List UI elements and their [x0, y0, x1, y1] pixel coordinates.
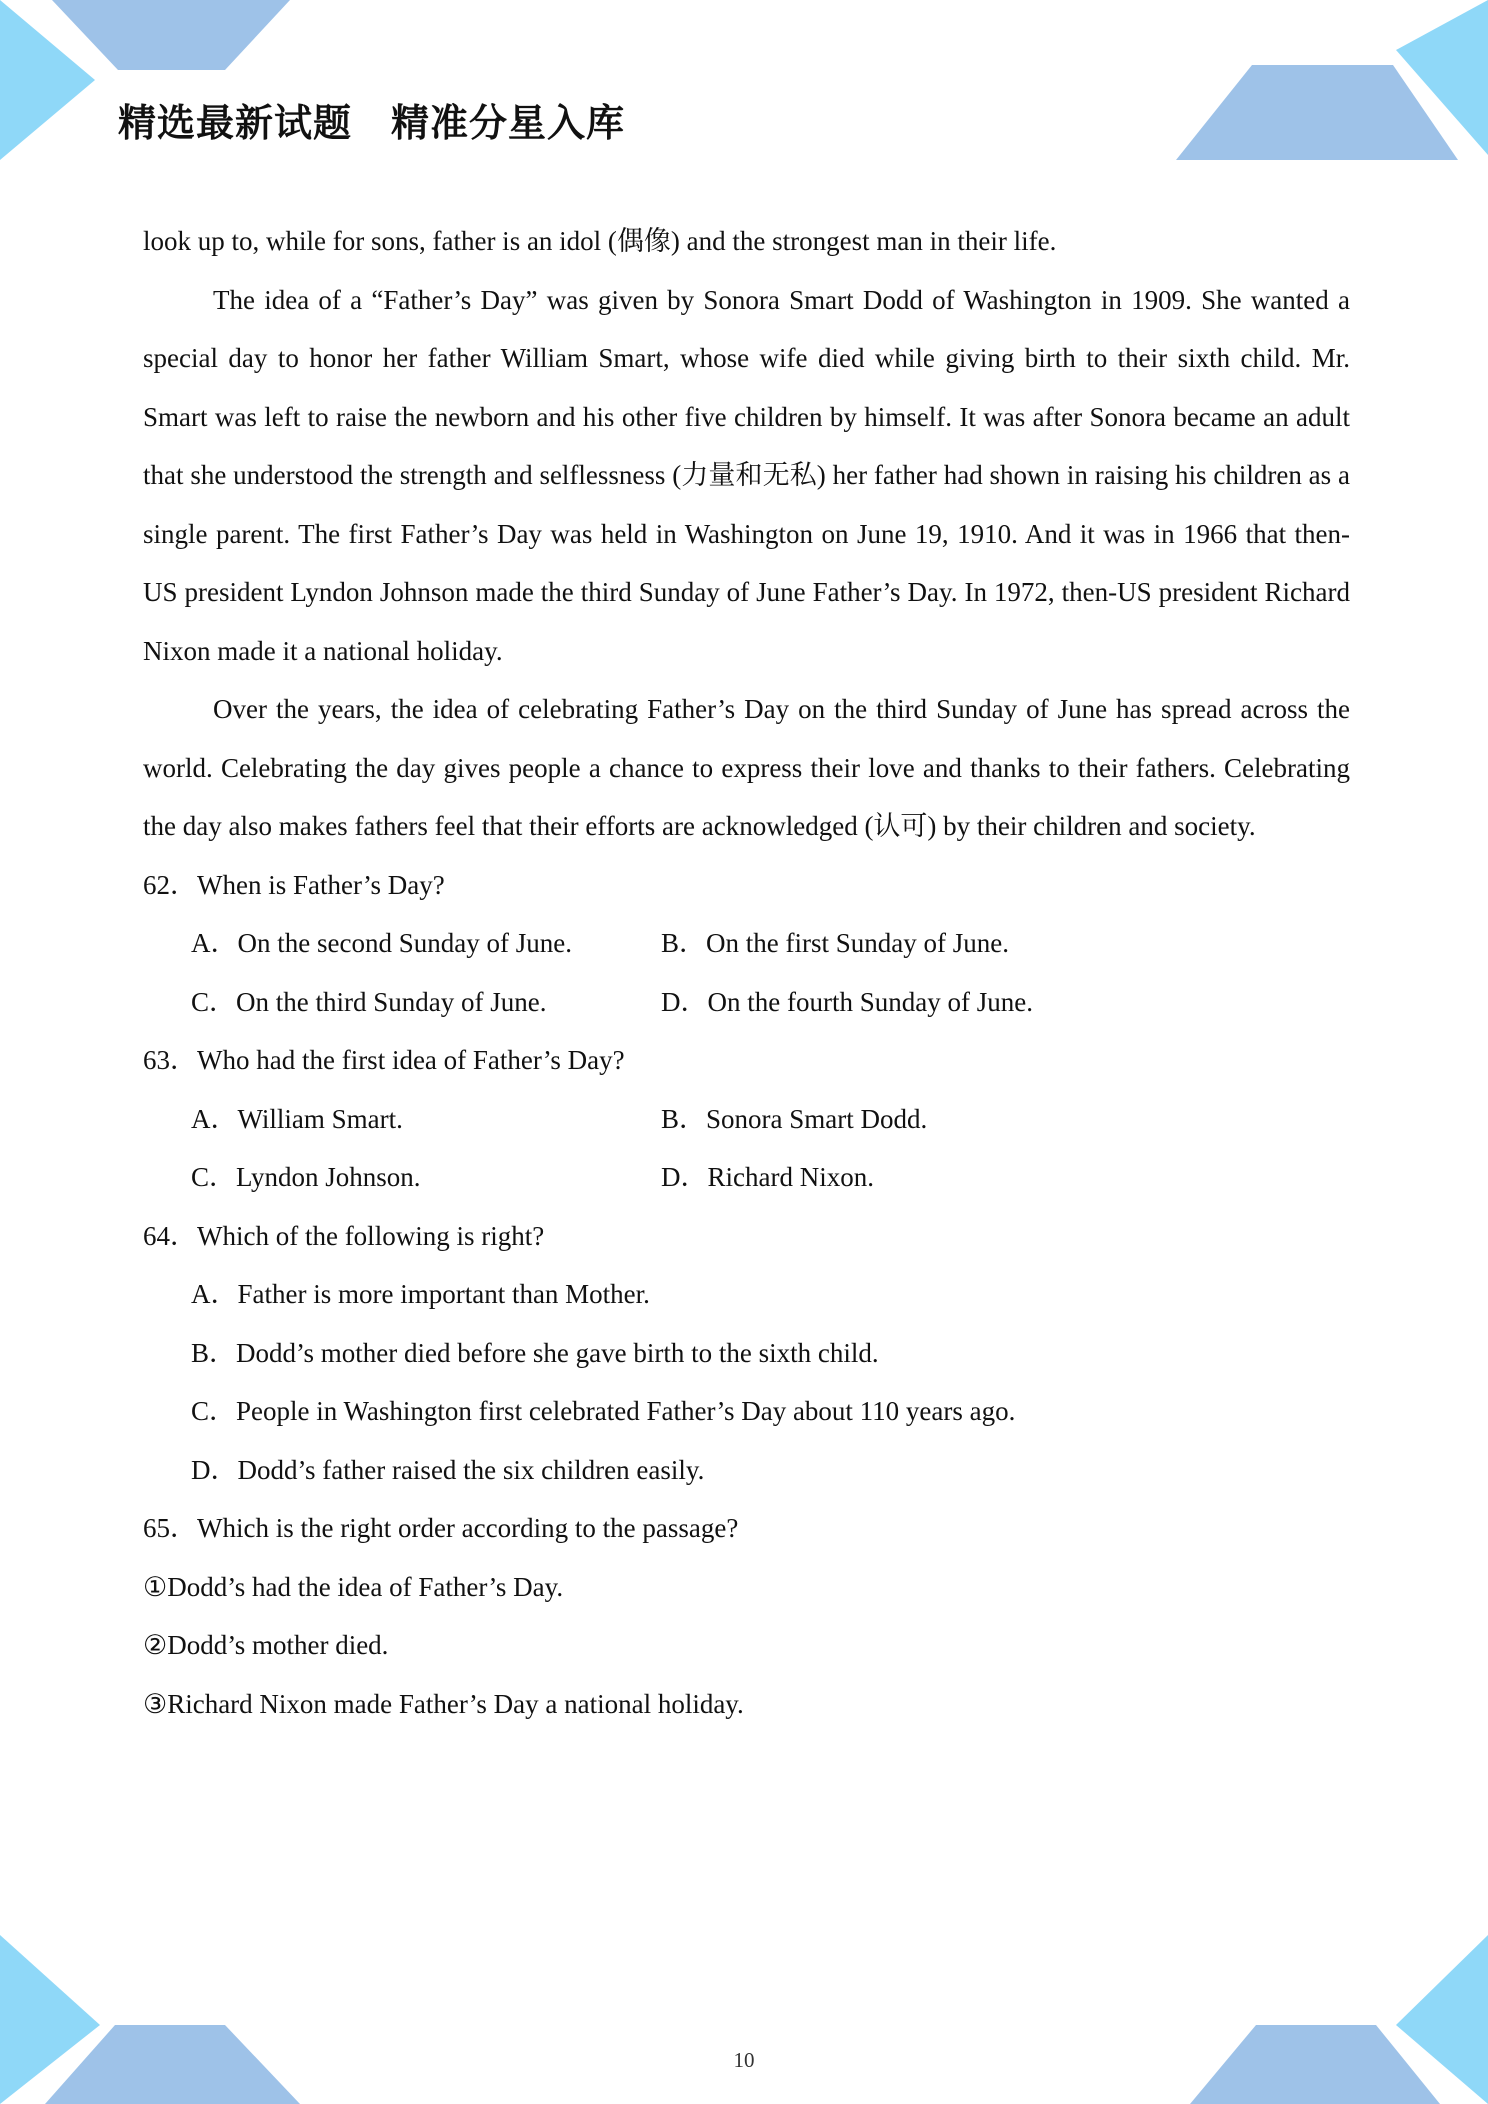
passage-paragraph-3: Over the years, the idea of celebrating Father’s Day on the third Sunday of June has spread across the world. Celebrating the day gives people a chance to express their love and thanks to their fathers. Celebrating the day also makes fathers feel that their efforts are acknowledged (认可) by their children and society.: [143, 694, 1350, 841]
top-left-trapezoid-shape: [52, 0, 290, 70]
question-65-stem: 65．Which is the right order according to the passage?: [143, 1513, 739, 1543]
header-title: 精选最新试题 精准分星入库: [118, 101, 626, 145]
question-62: [143, 856, 1350, 1032]
document-body: [143, 212, 1350, 1733]
question-65: [143, 1499, 1350, 1733]
top-right-triangle-shape: [1396, 0, 1488, 155]
question-65-item-2: ②Dodd’s mother died.: [143, 1630, 389, 1660]
question-63-option-a: A．William Smart.: [191, 1103, 403, 1134]
question-63-option-c: C．Lyndon Johnson.: [191, 1162, 421, 1192]
question-63-option-d: D．Richard Nixon.: [661, 1162, 874, 1192]
passage-continuation: look up to, while for sons, father is an idol (偶像) and the strongest man in their life.: [143, 226, 1057, 256]
question-65-item-3: ③Richard Nixon made Father’s Day a national holiday.: [143, 1688, 744, 1719]
bottom-left-triangle-shape: [0, 1935, 100, 2104]
top-right-trapezoid-shape: [1176, 65, 1458, 160]
top-left-triangle-shape: [0, 0, 95, 160]
question-63-stem: 63．Who had the first idea of Father’s Day?: [143, 1045, 625, 1075]
question-62-option-a: A．On the second Sunday of June.: [191, 928, 572, 958]
question-64-stem: 64．Which of the following is right?: [143, 1220, 545, 1251]
question-63: [143, 1031, 1350, 1207]
bottom-right-triangle-shape: [1396, 1935, 1488, 2104]
question-62-option-d: D．On the fourth Sunday of June.: [661, 986, 1033, 1017]
passage-paragraph-2: The idea of a “Father’s Day” was given by Sonora Smart Dodd of Washington in 1909. She wanted a special day to honor her father William Smart, whose wife died while giving birth to their sixth child. Mr. Smart was left to raise the newborn and his other five children by himself. It was after Sonora became an adult that she understood the strength and selflessness (力量和无私) her father had shown in raising his children as a single parent. The first Father’s Day was held in Washington on June 19, 1910. And it was in 1966 that then-US president Lyndon Johnson made the third Sunday of June Father’s Day. In 1972, then-US president Richard Nixon made it a national holiday.: [143, 284, 1350, 666]
question-62-option-c: C．On the third Sunday of June.: [191, 986, 547, 1017]
question-64-option-b: B．Dodd’s mother died before she gave birth to the sixth child.: [191, 1337, 879, 1368]
question-63-option-b: B．Sonora Smart Dodd.: [661, 1103, 928, 1134]
question-62-stem: 62．When is Father’s Day?: [143, 869, 445, 900]
question-62-option-b: B．On the first Sunday of June.: [661, 928, 1009, 958]
question-64: [143, 1207, 1350, 1500]
question-65-item-1: ①Dodd’s had the idea of Father’s Day.: [143, 1571, 564, 1602]
question-64-option-a: A．Father is more important than Mother.: [191, 1279, 650, 1309]
page-number: 10: [733, 2048, 755, 2072]
question-64-option-d: D．Dodd’s father raised the six children easily.: [191, 1454, 705, 1485]
question-64-option-c: C．People in Washington first celebrated Father’s Day about 110 years ago.: [191, 1396, 1016, 1426]
